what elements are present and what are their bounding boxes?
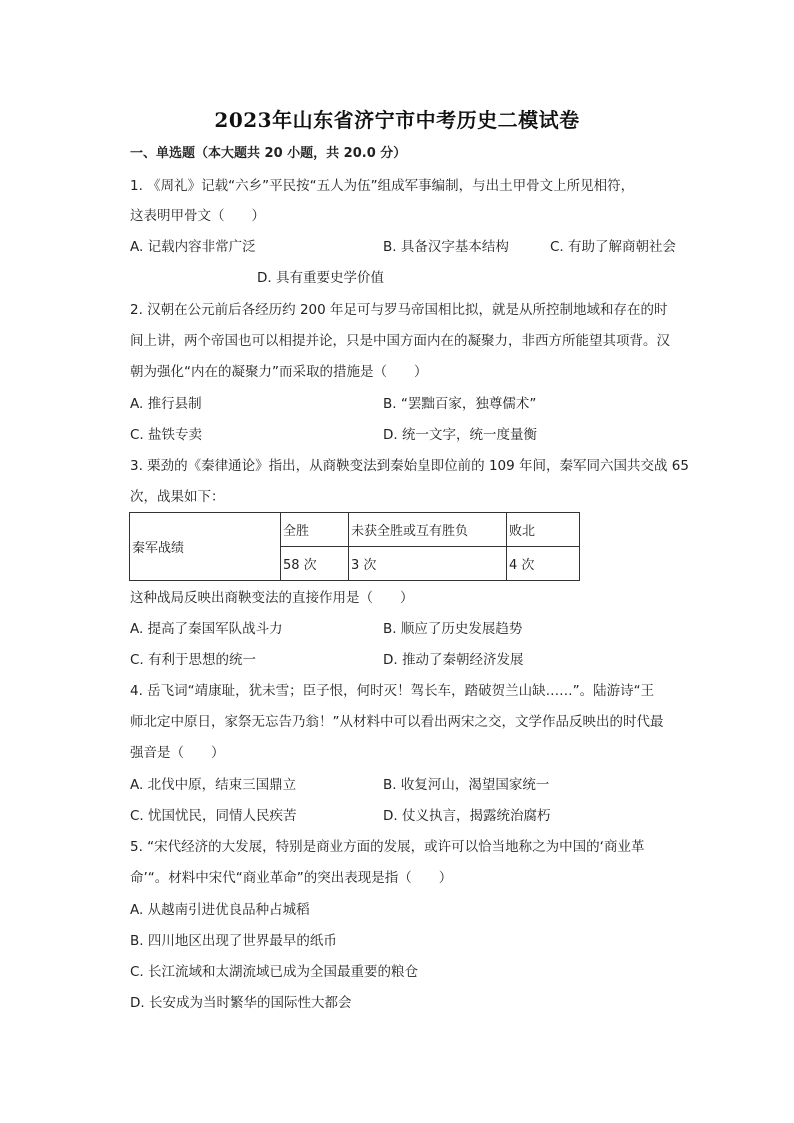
question-text-line: 命’“。材料中宋代“商业革命”的突出表现是指（ ） bbox=[130, 870, 453, 886]
option-d[interactable]: D. 统一文字，统一度量衡 bbox=[383, 427, 537, 443]
option-a[interactable]: A. 从越南引进优良品种占城稻 bbox=[130, 902, 310, 918]
option-c[interactable]: C. 忧国忧民，同情人民疾苦 bbox=[130, 808, 297, 824]
option-d[interactable]: D. 推动了秦朝经济发展 bbox=[383, 652, 524, 668]
question-text-line: 2. 汉朝在公元前后各经历约 200 年足可与罗马帝国相比拟，就是从所控制地域和存在的时 bbox=[130, 302, 668, 318]
question-text-line: 间上讲，两个帝国也可以相提并论，只是中国方面内在的凝聚力，非西方所能望其项背。汉 bbox=[130, 333, 670, 349]
option-c[interactable]: C. 有利于思想的统一 bbox=[130, 652, 257, 668]
question-text-line: 这种战局反映出商鞅变法的直接作用是（ ） bbox=[130, 590, 414, 606]
table-header-cell: 未获全胜或互有胜负 bbox=[349, 513, 507, 547]
question-text-line: 师北定中原日，家祭无忘告乃翁！”从材料中可以看出两宋之交，文学作品反映出的时代最 bbox=[130, 714, 664, 730]
option-b[interactable]: B. “罢黜百家，独尊儒术” bbox=[383, 396, 537, 412]
option-a[interactable]: A. 记载内容非常广泛 bbox=[130, 239, 256, 255]
option-b[interactable]: B. 收复河山，渴望国家统一 bbox=[383, 777, 550, 793]
option-c[interactable]: C. 盐铁专卖 bbox=[130, 427, 203, 443]
table-row-header: 秦军战绩 bbox=[130, 513, 281, 581]
question-text-line: 5. “宋代经济的大发展，特别是商业方面的发展，或许可以恰当地称之为中国的‘商业革 bbox=[130, 839, 645, 855]
question-text-line: 这表明甲骨文（ ） bbox=[130, 208, 265, 224]
option-d[interactable]: D. 仗义执言，揭露统治腐朽 bbox=[383, 808, 551, 824]
question-text-line: 强音是（ ） bbox=[130, 745, 225, 761]
option-b[interactable]: B. 顺应了历史发展趋势 bbox=[383, 621, 523, 637]
option-c[interactable]: C. 有助了解商朝社会 bbox=[550, 239, 677, 255]
option-a[interactable]: A. 北伐中原，结束三国鼎立 bbox=[130, 777, 297, 793]
option-a[interactable]: A. 推行县制 bbox=[130, 396, 202, 412]
section-heading: 一、单选题（本大题共 20 小题，共 20.0 分） bbox=[130, 146, 407, 161]
table-header-cell: 全胜 bbox=[281, 513, 349, 547]
question-text-line: 3. 栗劲的《秦律通论》指出，从商鞅变法到秦始皇即位前的 109 年间，秦军同六国共交战 65 bbox=[130, 458, 689, 474]
question-text-line: 1. 《周礼》记载“六乡”平民按“五人为伍”组成军事编制，与出土甲骨文上所见相符， bbox=[130, 178, 635, 194]
option-d[interactable]: D. 具有重要史学价值 bbox=[257, 270, 384, 286]
table-cell: 58 次 bbox=[281, 547, 349, 581]
table-header-cell: 败北 bbox=[507, 513, 580, 547]
question-text-line: 朝为强化“内在的凝聚力”而采取的措施是（ ） bbox=[130, 364, 428, 380]
option-a[interactable]: A. 提高了秦国军队战斗力 bbox=[130, 621, 283, 637]
question-text-line: 4. 岳飞词“靖康耻，犹未雪；臣子恨，何时灭！驾长车，踏破贺兰山缺……”。陆游诗“王 bbox=[130, 683, 655, 699]
option-c[interactable]: C. 长江流域和太湖流域已成为全国最重要的粮仓 bbox=[130, 964, 419, 980]
option-d[interactable]: D. 长安成为当时繁华的国际性大都会 bbox=[130, 995, 352, 1011]
page-title: 2023年山东省济宁市中考历史二模试卷 bbox=[214, 108, 580, 132]
table-cell: 4 次 bbox=[507, 547, 580, 581]
question-text-line: 次，战果如下： bbox=[130, 489, 225, 505]
option-b[interactable]: B. 具备汉字基本结构 bbox=[383, 239, 509, 255]
table-cell: 3 次 bbox=[349, 547, 507, 581]
battle-results-table bbox=[129, 512, 580, 581]
option-b[interactable]: B. 四川地区出现了世界最早的纸币 bbox=[130, 933, 337, 949]
